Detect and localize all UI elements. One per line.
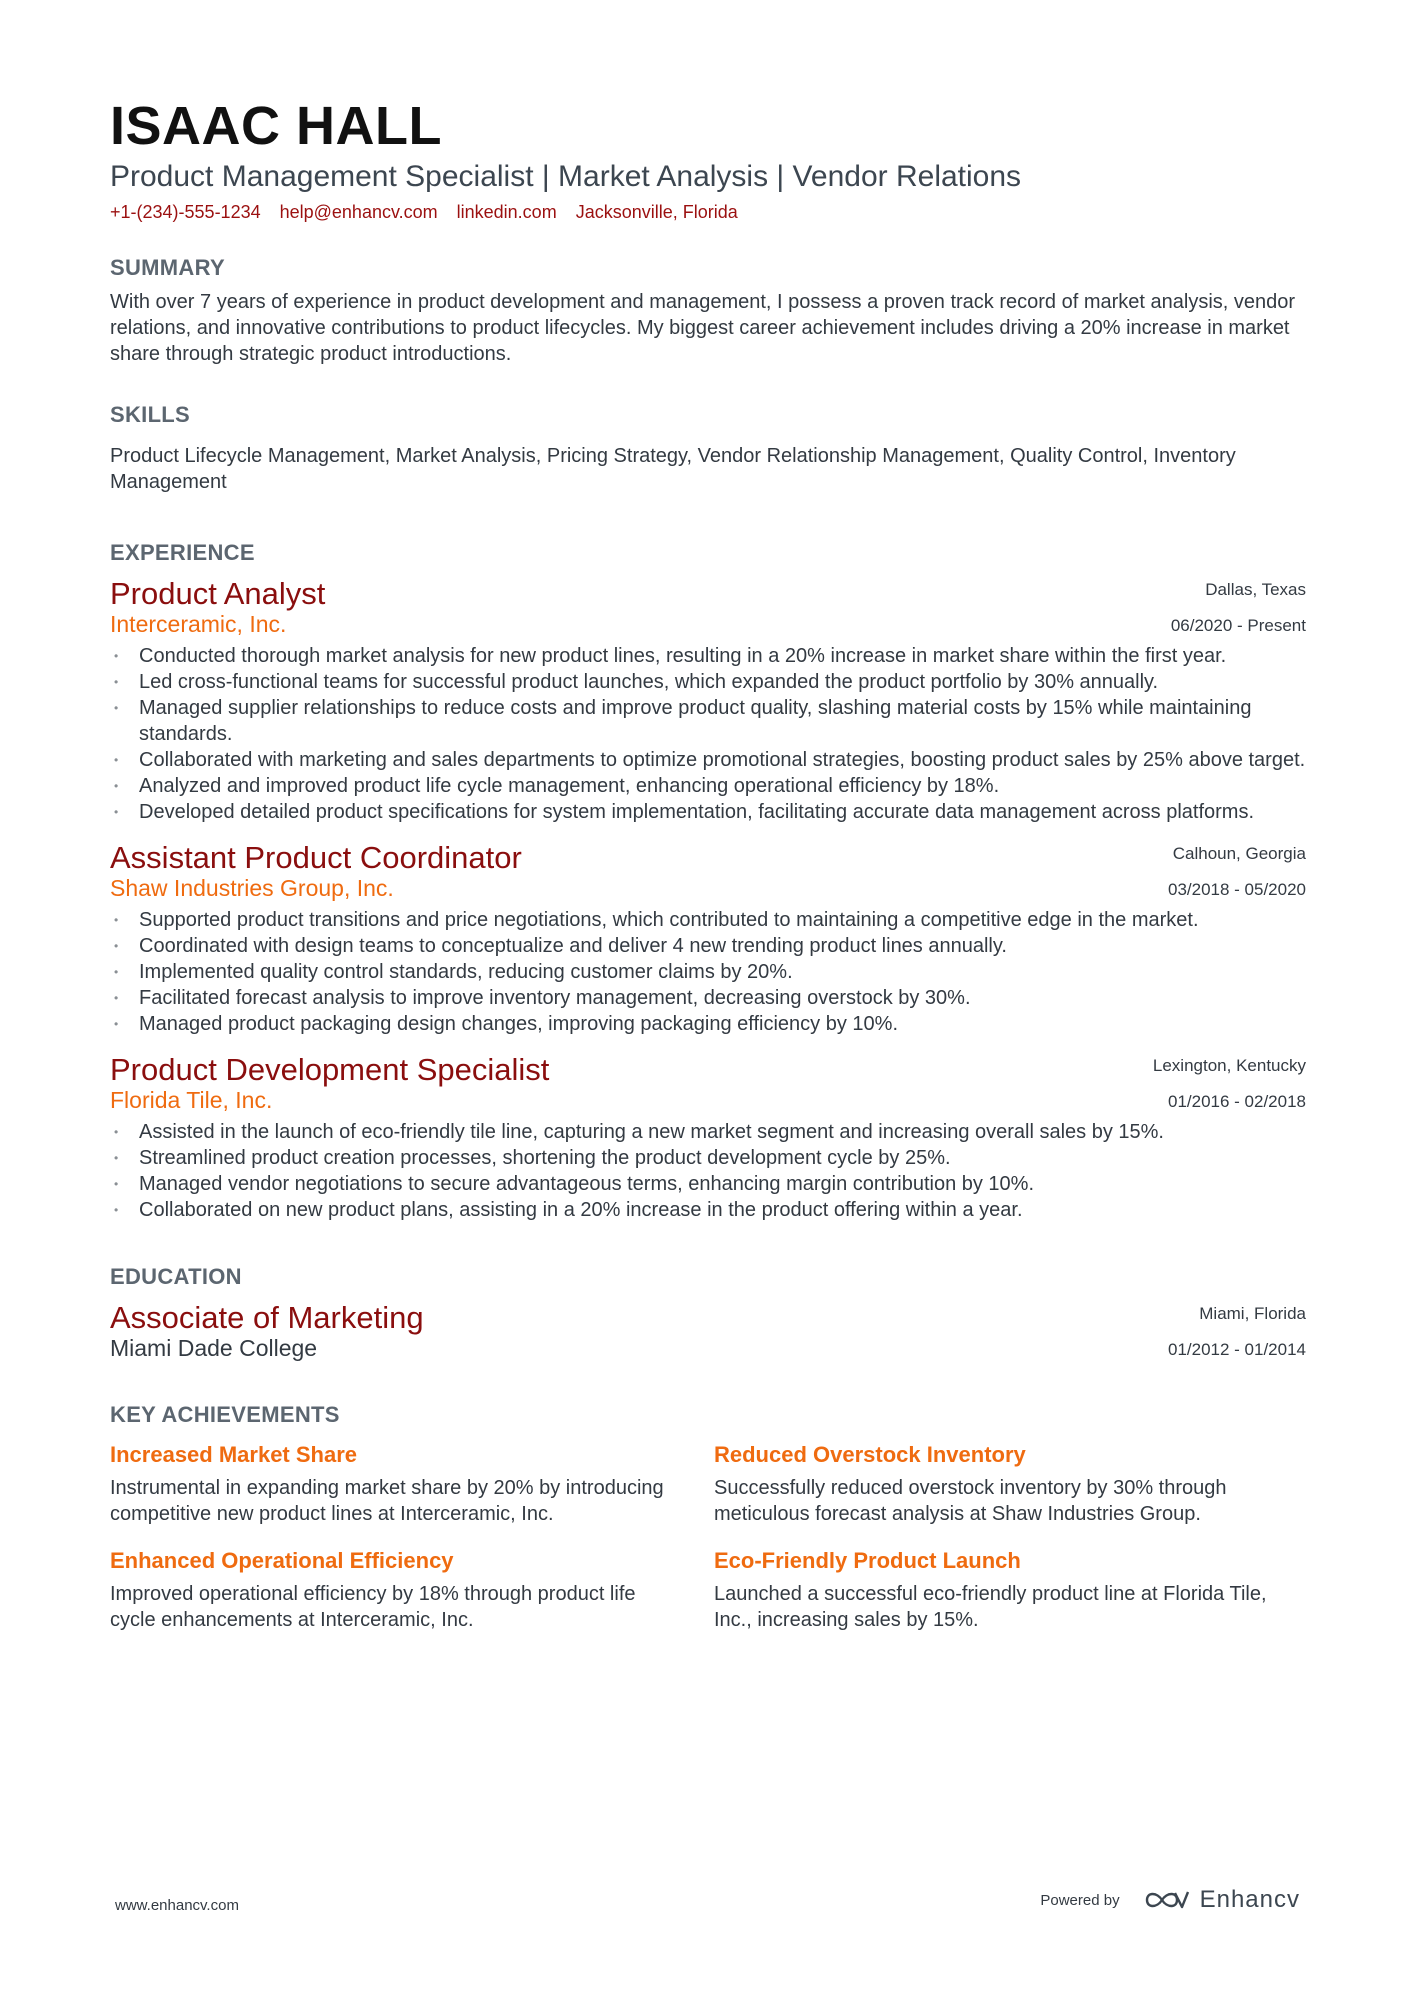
achievements-section [110,1401,1306,1633]
achievement-title: Increased Market Share [110,1442,358,1467]
bullet-item: • Collaborated with marketing and sales departments to optimize promotional strategies, boosting product sales by 25% above target. [110,747,1306,773]
bullet-item: • Led cross-functional teams for successful product launches, which expanded the product portfolio by 30% annually. [110,669,1306,695]
achievement-item [714,1441,1306,1527]
achievement-text: Successfully reduced overstock inventory by 30% through meticulous forecast analysis at Shaw Industries Group. [714,1477,1227,1525]
job-dates: 01/2016 - 02/2018 [1167,1092,1306,1111]
bullet-item: • Streamlined product creation processes, shortening the product development cycle by 25%. [110,1145,1306,1171]
achievement-item [714,1547,1306,1633]
achievements-grid [110,1441,1306,1633]
enhancv-logo-icon [1144,1888,1190,1912]
company-name: Florida Tile, Inc. [110,1087,273,1113]
job-location: Lexington, Kentucky [1152,1056,1306,1075]
bullet-item: • Developed detailed product specifications for system implementation, facilitating accurate data management across platforms. [110,799,1306,825]
section-title: SUMMARY [110,255,225,280]
achievement-text: Instrumental in expanding market share by 20% by introducing competitive new product lines at Interceramic, Inc. [110,1477,664,1525]
section-title: EXPERIENCE [110,540,255,565]
bullet-item: • Analyzed and improved product life cycle management, enhancing operational efficiency by 18%. [110,773,1306,799]
job-title: Product Analyst [110,576,326,611]
footer-branding [1040,1886,1300,1914]
linkedin-link[interactable]: linkedin.com [456,202,557,222]
contact-info [110,200,1306,224]
achievement-text: Improved operational efficiency by 18% through product life cycle enhancements at Interceramic, Inc. [110,1583,636,1631]
company-name: Shaw Industries Group, Inc. [110,875,394,901]
bullet-item: • Supported product transitions and price negotiations, which contributed to maintaining a competitive edge in the market. [110,907,1306,933]
achievement-item [110,1441,714,1527]
headline: Product Management Specialist | Market Analysis | Vendor Relations [110,160,1022,193]
company-name: Interceramic, Inc. [110,611,287,637]
job-bullets [110,643,1306,825]
footer-website-link[interactable]: www.enhancv.com [115,1897,239,1914]
job-location: Calhoun, Georgia [1172,844,1306,863]
job-entry [110,575,1306,825]
bullet-item: • Managed vendor negotiations to secure advantageous terms, enhancing margin contribution by 10%. [110,1171,1306,1197]
job-bullets [110,907,1306,1037]
school-name: Miami Dade College [110,1335,318,1361]
achievement-item [110,1547,714,1633]
achievement-title: Enhanced Operational Efficiency [110,1548,454,1573]
bullet-item: • Conducted thorough market analysis for new product lines, resulting in a 20% increase in market share within the first year. [110,643,1306,669]
education-entry [110,1299,1306,1363]
section-title: KEY ACHIEVEMENTS [110,1402,340,1427]
job-entry [110,839,1306,1037]
candidate-name: ISAAC HALL [110,96,442,156]
education-dates: 01/2012 - 01/2014 [1167,1340,1306,1359]
summary-text: With over 7 years of experience in product development and management, I possess a proven track record of market analysis, vendor relations, and innovative contributions to product lifecycles. My biggest career achievement includes driving a 20% increase in market share through strategic product introductions. [110,291,1296,365]
email-link[interactable]: help@enhancv.com [279,202,438,222]
skills-section [110,401,1306,495]
phone-link[interactable]: +1-(234)-555-1234 [110,202,261,222]
job-entry [110,1051,1306,1223]
bullet-item: • Managed supplier relationships to reduce costs and improve product quality, slashing material costs by 15% while maintaining standards. [110,695,1306,747]
education-location: Miami, Florida [1199,1304,1306,1323]
education-section [110,1263,1306,1363]
summary-section [110,254,1306,367]
bullet-item: • Managed product packaging design changes, improving packaging efficiency by 10%. [110,1011,1306,1037]
section-title: SKILLS [110,402,191,427]
job-dates: 03/2018 - 05/2020 [1167,880,1306,899]
achievement-text: Launched a successful eco-friendly product line at Florida Tile, Inc., increasing sales by 15%. [714,1583,1267,1631]
bullet-item: • Coordinated with design teams to conceptualize and deliver 4 new trending product lines annually. [110,933,1306,959]
degree-title: Associate of Marketing [110,1300,424,1335]
job-bullets [110,1119,1306,1223]
achievement-title: Eco-Friendly Product Launch [714,1548,1021,1573]
job-title: Assistant Product Coordinator [110,840,522,875]
location-text: Jacksonville, Florida [575,202,738,222]
bullet-item: • Implemented quality control standards, reducing customer claims by 20%. [110,959,1306,985]
section-title: EDUCATION [110,1264,242,1289]
brand-name: Enhancv [1199,1886,1300,1913]
powered-by-label: Powered by [1040,1891,1120,1909]
job-title: Product Development Specialist [110,1052,550,1087]
skills-text: Product Lifecycle Management, Market Analysis, Pricing Strategy, Vendor Relationship Management, Quality Control, Inventory Management [110,445,1236,493]
resume-page [110,96,1306,1633]
bullet-item: • Facilitated forecast analysis to improve inventory management, decreasing overstock by 30%. [110,985,1306,1011]
bullet-item: • Assisted in the launch of eco-friendly tile line, capturing a new market segment and increasing overall sales by 15%. [110,1119,1306,1145]
bullet-item: • Collaborated on new product plans, assisting in a 20% increase in the product offering within a year. [110,1197,1306,1223]
brand-logo[interactable] [1144,1886,1300,1914]
achievement-title: Reduced Overstock Inventory [714,1442,1026,1467]
job-dates: 06/2020 - Present [1170,616,1306,635]
job-location: Dallas, Texas [1205,580,1306,599]
experience-section [110,539,1306,1223]
